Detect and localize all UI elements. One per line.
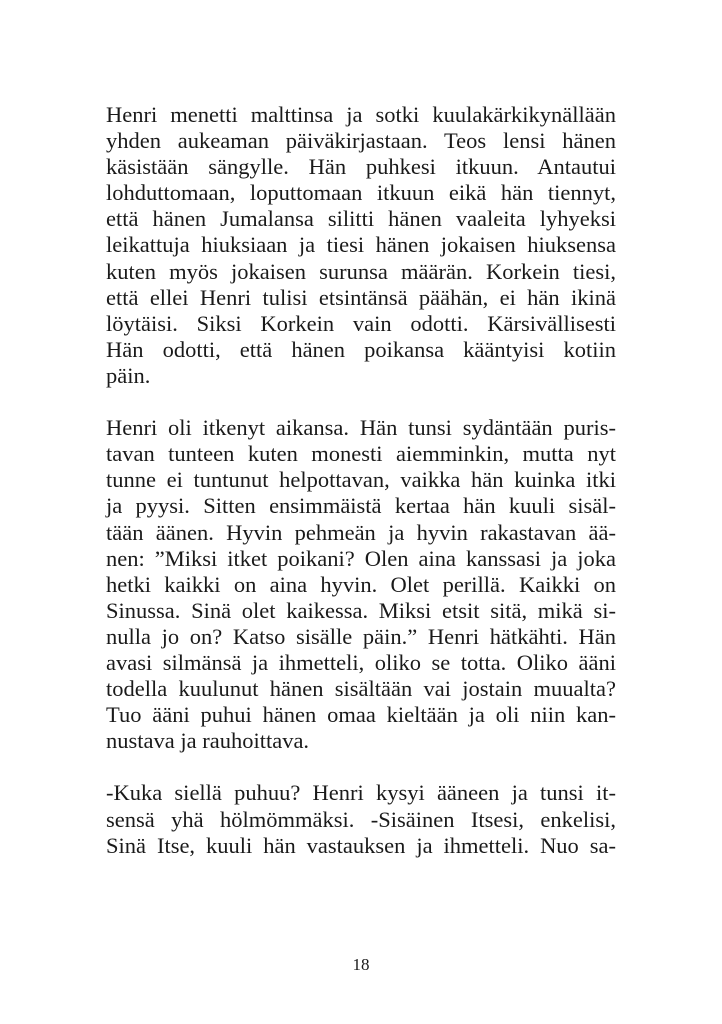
page-number: 18	[352, 955, 370, 974]
text-line: nen: ”Miksi itket poikani? Olen aina kanssasi ja joka	[106, 545, 616, 571]
paragraph-2	[106, 415, 616, 754]
text-line: käsistään sängylle. Hän puhkesi itkuun. Antautui	[106, 154, 616, 180]
body-text	[106, 102, 616, 885]
text-line: päin.	[106, 362, 151, 388]
text-line: ja pyysi. Sitten ensimmäistä kertaa hän kuuli sisäl-	[106, 493, 616, 519]
text-line: Henri oli itkenyt aikansa. Hän tunsi sydäntään puris-	[106, 415, 616, 441]
text-line: hetki kaikki on aina hyvin. Olet perillä. Kaikki on	[106, 571, 616, 597]
text-line: että hänen Jumalansa silitti hänen vaaleita lyhyeksi	[106, 206, 616, 232]
text-line: nustava ja rauhoittava.	[106, 728, 310, 754]
text-line: leikattuja hiuksiaan ja tiesi hänen jokaisen hiuksensa	[106, 232, 616, 258]
text-line: tään äänen. Hyvin pehmeän ja hyvin rakastavan ää-	[106, 519, 616, 545]
text-line: todella kuulunut hänen sisältään vai jostain muualta?	[106, 676, 616, 702]
text-line: -Kuka siellä puhuu? Henri kysyi ääneen ja tunsi it-	[106, 780, 616, 806]
text-line: tavan tunteen kuten monesti aiemminkin, mutta nyt	[106, 441, 616, 467]
text-line: nulla jo on? Katso sisälle päin.” Henri hätkähti. Hän	[106, 623, 616, 649]
text-line: Henri menetti malttinsa ja sotki kuulakärkikynällään	[106, 102, 616, 127]
text-line: Sinä Itse, kuuli hän vastauksen ja ihmetteli. Nuo sa-	[106, 832, 616, 858]
text-line: että ellei Henri tulisi etsintänsä päähän, ei hän ikinä	[106, 284, 616, 310]
text-line: tunne ei tuntunut helpottavan, vaikka hän kuinka itki	[106, 467, 616, 493]
paragraph-1	[106, 102, 616, 389]
text-line: löytäisi. Siksi Korkein vain odotti. Kärsivällisesti	[106, 310, 616, 336]
paragraph-3	[106, 780, 616, 858]
text-line: yhden aukeaman päiväkirjastaan. Teos lensi hänen	[106, 128, 616, 154]
text-line: Sinussa. Sinä olet kaikessa. Miksi etsit sitä, mikä si-	[106, 597, 616, 623]
text-line: Tuo ääni puhui hänen omaa kieltään ja oli niin kan-	[106, 702, 616, 728]
text-line: Hän odotti, että hänen poikansa kääntyisi kotiin	[106, 336, 616, 362]
text-line: kuten myös jokaisen surunsa määrän. Korkein tiesi,	[106, 258, 616, 284]
text-line: lohduttomaan, loputtomaan itkuun eikä hän tiennyt,	[106, 180, 616, 206]
text-line: sensä yhä hölmömmäksi. -Sisäinen Itsesi, enkelisi,	[106, 806, 616, 832]
text-line: avasi silmänsä ja ihmetteli, oliko se totta. Oliko ääni	[106, 649, 616, 675]
